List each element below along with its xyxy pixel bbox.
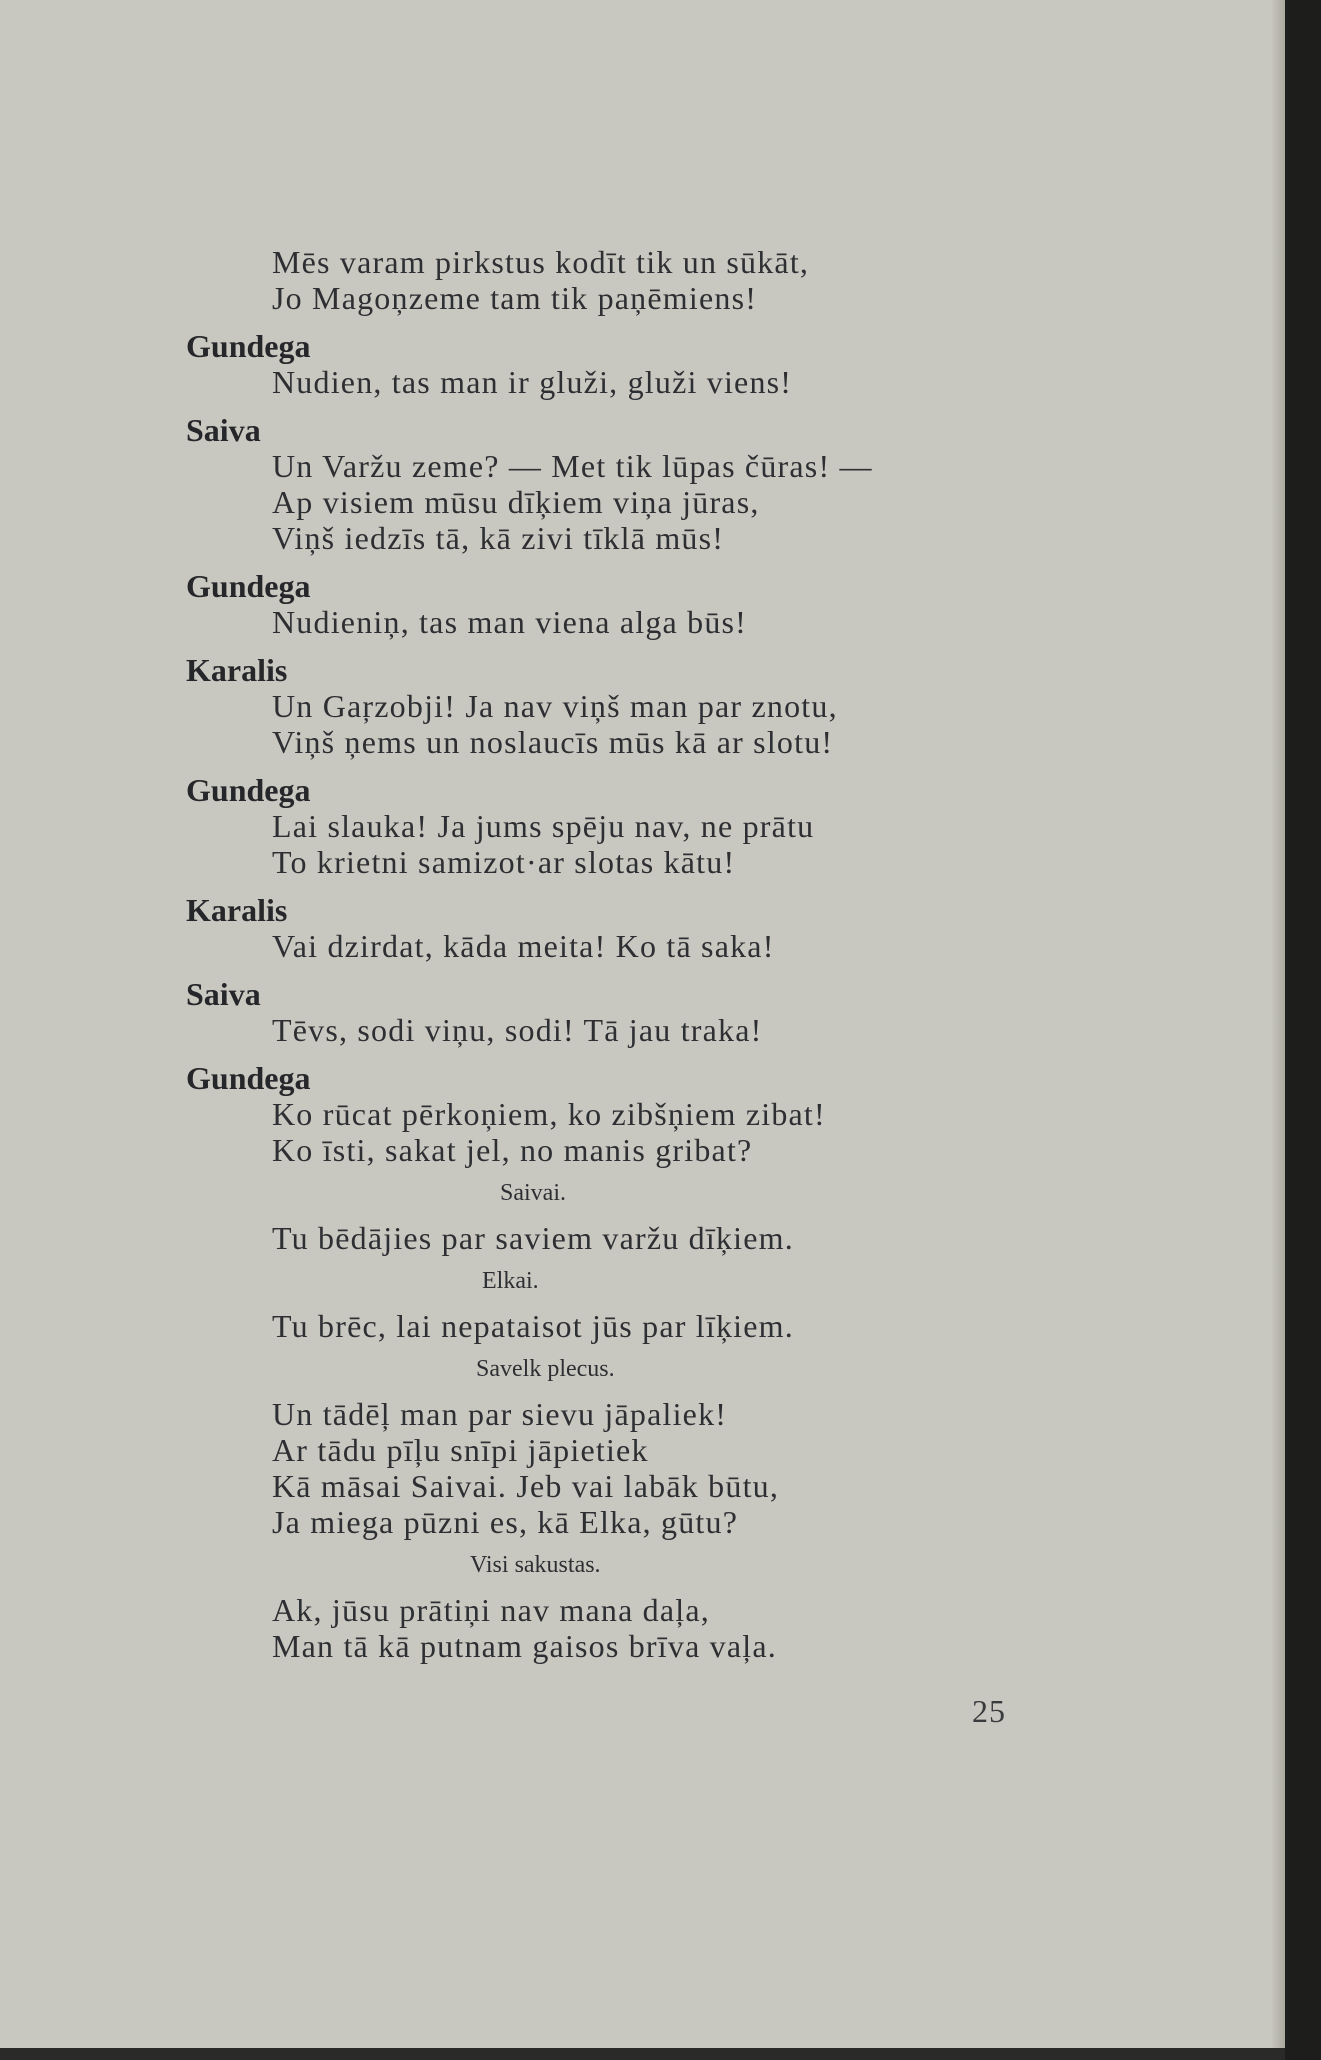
verse-line: Nudien, tas man ir gluži, gluži viens! <box>272 364 793 400</box>
verse-line: Jo Magoņzeme tam tik paņēmiens! <box>272 280 758 316</box>
speaker-name: Karalis <box>186 892 288 928</box>
verse-line: Tu bēdājies par saviem varžu dīķiem. <box>272 1220 794 1256</box>
speaker-name: Karalis <box>186 652 288 688</box>
verse-line: Man tā kā putnam gaisos brīva vaļa. <box>272 1628 777 1664</box>
book-spine-edge <box>1285 0 1321 2060</box>
verse-line: To krietni samizot·ar slotas kātu! <box>272 844 736 880</box>
speaker-name: Gundega <box>186 568 311 604</box>
page-number: 25 <box>972 1693 1006 1729</box>
verse-line: Viņš iedzīs tā, kā zivi tīklā mūs! <box>272 520 725 556</box>
stage-direction: Elkai. <box>482 1268 539 1294</box>
speaker-name: Gundega <box>186 1060 311 1096</box>
stage-direction: Savelk plecus. <box>476 1356 615 1382</box>
verse-line: Un tādēļ man par sievu jāpaliek! <box>272 1396 728 1432</box>
verse-line: Ap visiem mūsu dīķiem viņa jūras, <box>272 484 760 520</box>
verse-line: Tu brēc, lai nepataisot jūs par līķiem. <box>272 1308 794 1344</box>
verse-line: Mēs varam pirkstus kodīt tik un sūkāt, <box>272 244 810 280</box>
verse-line: Ko rūcat pērkoņiem, ko zibšņiem zibat! <box>272 1096 826 1132</box>
verse-line: Tēvs, sodi viņu, sodi! Tā jau traka! <box>272 1012 763 1048</box>
speaker-name: Gundega <box>186 772 311 808</box>
verse-line: Kā māsai Saivai. Jeb vai labāk būtu, <box>272 1468 780 1504</box>
verse-line: Ko īsti, sakat jel, no manis gribat? <box>272 1132 753 1168</box>
verse-line: Ja miega pūzni es, kā Elka, gūtu? <box>272 1504 739 1540</box>
speaker-name: Gundega <box>186 328 311 364</box>
play-text <box>186 244 1036 1664</box>
speaker-name: Saiva <box>186 412 261 448</box>
speaker-name: Saiva <box>186 976 261 1012</box>
verse-line: Un Gaŗzobji! Ja nav viņš man par znotu, <box>272 688 838 724</box>
verse-line: Nudieniņ, tas man viena alga būs! <box>272 604 748 640</box>
verse-line: Viņš ņems un noslaucīs mūs kā ar slotu! <box>272 724 834 760</box>
verse-line: Un Varžu zeme? — Met tik lūpas čūras! — <box>272 448 873 484</box>
stage-direction: Saivai. <box>500 1180 566 1206</box>
stage-direction: Visi sakustas. <box>470 1552 601 1578</box>
verse-line: Vai dzirdat, kāda meita! Ko tā saka! <box>272 928 775 964</box>
verse-line: Lai slauka! Ja jums spēju nav, ne prātu <box>272 808 815 844</box>
verse-line: Ar tādu pīļu snīpi jāpietiek <box>272 1432 649 1468</box>
verse-line: Ak, jūsu prātiņi nav mana daļa, <box>272 1592 710 1628</box>
